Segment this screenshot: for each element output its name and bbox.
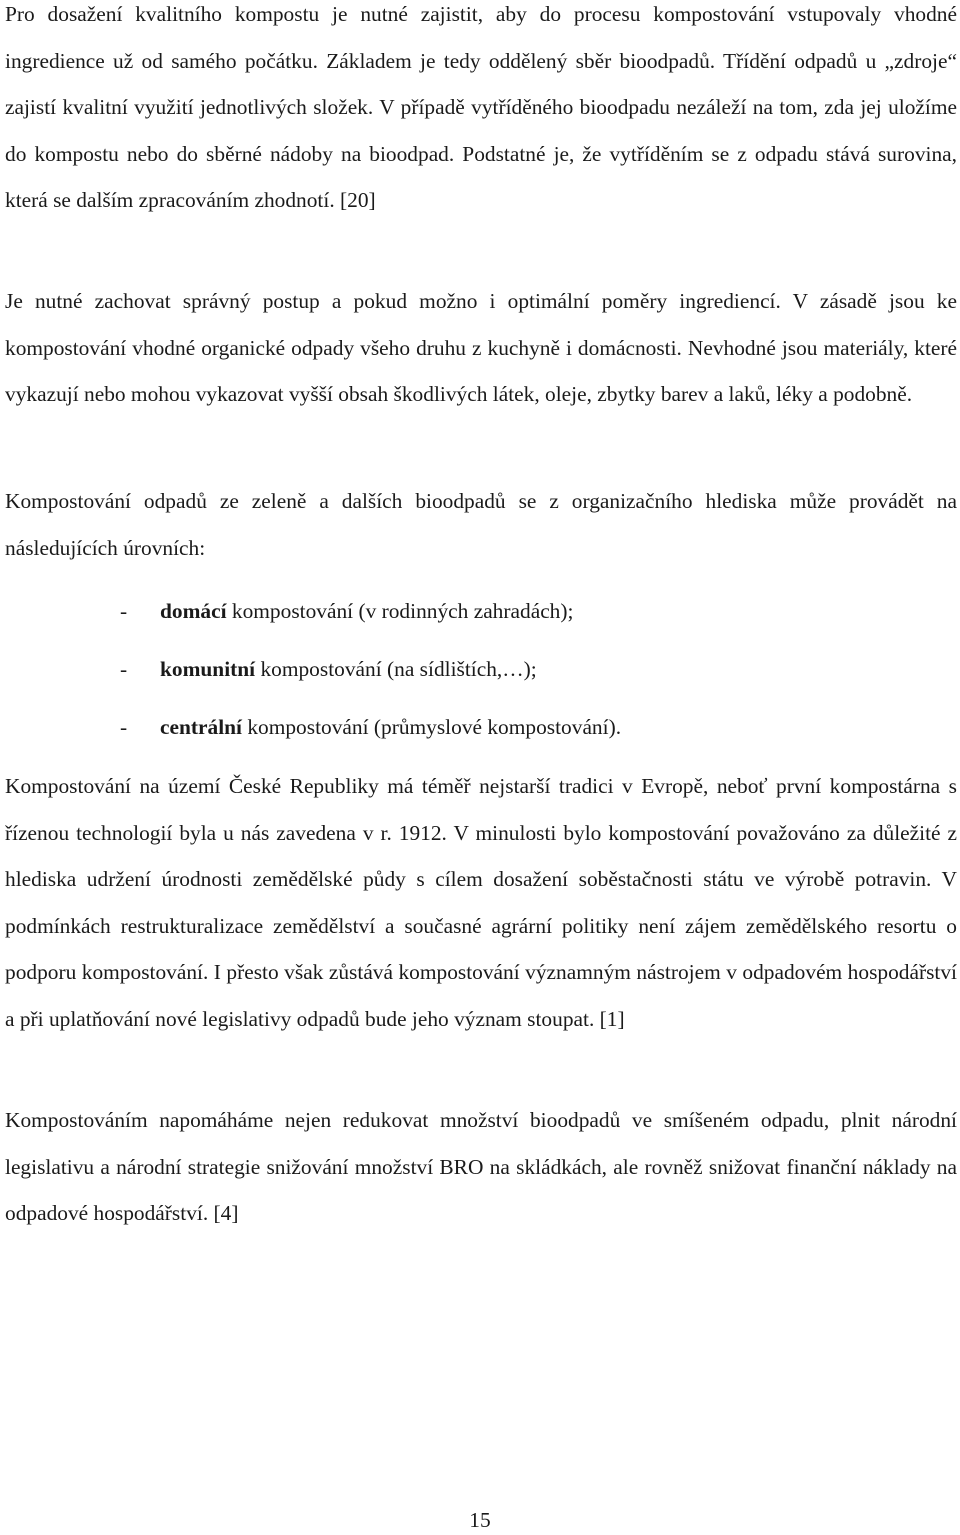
list-item-text: kompostování (v rodinných zahradách); — [226, 599, 574, 623]
list-dash: - — [120, 599, 128, 623]
paragraph-suitable-materials: Je nutné zachovat správný postup a pokud možno i optimální poměry ingrediencí. V zásadě jsou ke kompostování vhodné organické odpady všeho druhu z kuchyně i domácnosti. Nevhodné jsou materiály, které vykazují nebo mohou vykazovat vyšší obsah škodlivých látek, oleje, zbytky barev a laků, léky a podobně. — [5, 289, 957, 407]
list-item — [5, 582, 957, 640]
list-item-term: komunitní — [160, 657, 256, 681]
list-item-text: kompostování (na sídlištích,…); — [255, 657, 537, 681]
list-item-term: domácí — [160, 599, 227, 623]
paragraph-czech-tradition: Kompostování na území České Republiky má téměř nejstarší tradici v Evropě, neboť první kompostárna s řízenou technologií byla u nás zavedena v r. 1912. V minulosti bylo kompostování považováno za důležité z hlediska udržení úrodnosti zemědělské půdy s cílem dosažení soběstačnosti státu ve výrobě potravin. V podmínkách restrukturalizace zemědělství a současné agrární politiky není zájem zemědělského resortu o podporu kompostování. I přesto však zůstává kompostování významným nástrojem v odpadovém hospodářství a při uplatňování nové legislativy odpadů bude jeho význam stoupat. [1] — [5, 774, 957, 1031]
paragraph-composting-levels-intro: Kompostování odpadů ze zeleně a dalších bioodpadů se z organizačního hlediska může provádět na následujících úrovních: — [5, 489, 957, 560]
paragraph-benefits: Kompostováním napomáháme nejen redukovat množství bioodpadů ve smíšeném odpadu, plnit národní legislativu a národní strategie snižování množství BRO na skládkách, ale rovněž snižovat finanční náklady na odpadové hospodářství. [4] — [5, 1108, 957, 1226]
list-item — [5, 640, 957, 698]
list-item — [5, 698, 957, 756]
list-dash: - — [120, 715, 128, 739]
list-dash: - — [120, 657, 128, 681]
page-number: 15 — [469, 1508, 491, 1532]
list-item-term: centrální — [160, 715, 242, 739]
composting-levels-list — [5, 582, 957, 756]
paragraph-separate-collection: Pro dosažení kvalitního kompostu je nutné zajistit, aby do procesu kompostování vstupovaly vhodné ingredience už od samého počátku. Základem je tedy oddělený sběr bioodpadů. Třídění odpadů u „zdroje“ zajistí kvalitní využití jednotlivých složek. V případě vytříděného bioodpadu nezáleží na tom, zda jej uložíme do kompostu nebo do sběrné nádoby na bioodpad. Podstatné je, že vytříděním se z odpadu stává surovina, která se dalším zpracováním zhodnotí. [20] — [5, 2, 957, 213]
list-item-text: kompostování (průmyslové kompostování). — [241, 715, 622, 739]
